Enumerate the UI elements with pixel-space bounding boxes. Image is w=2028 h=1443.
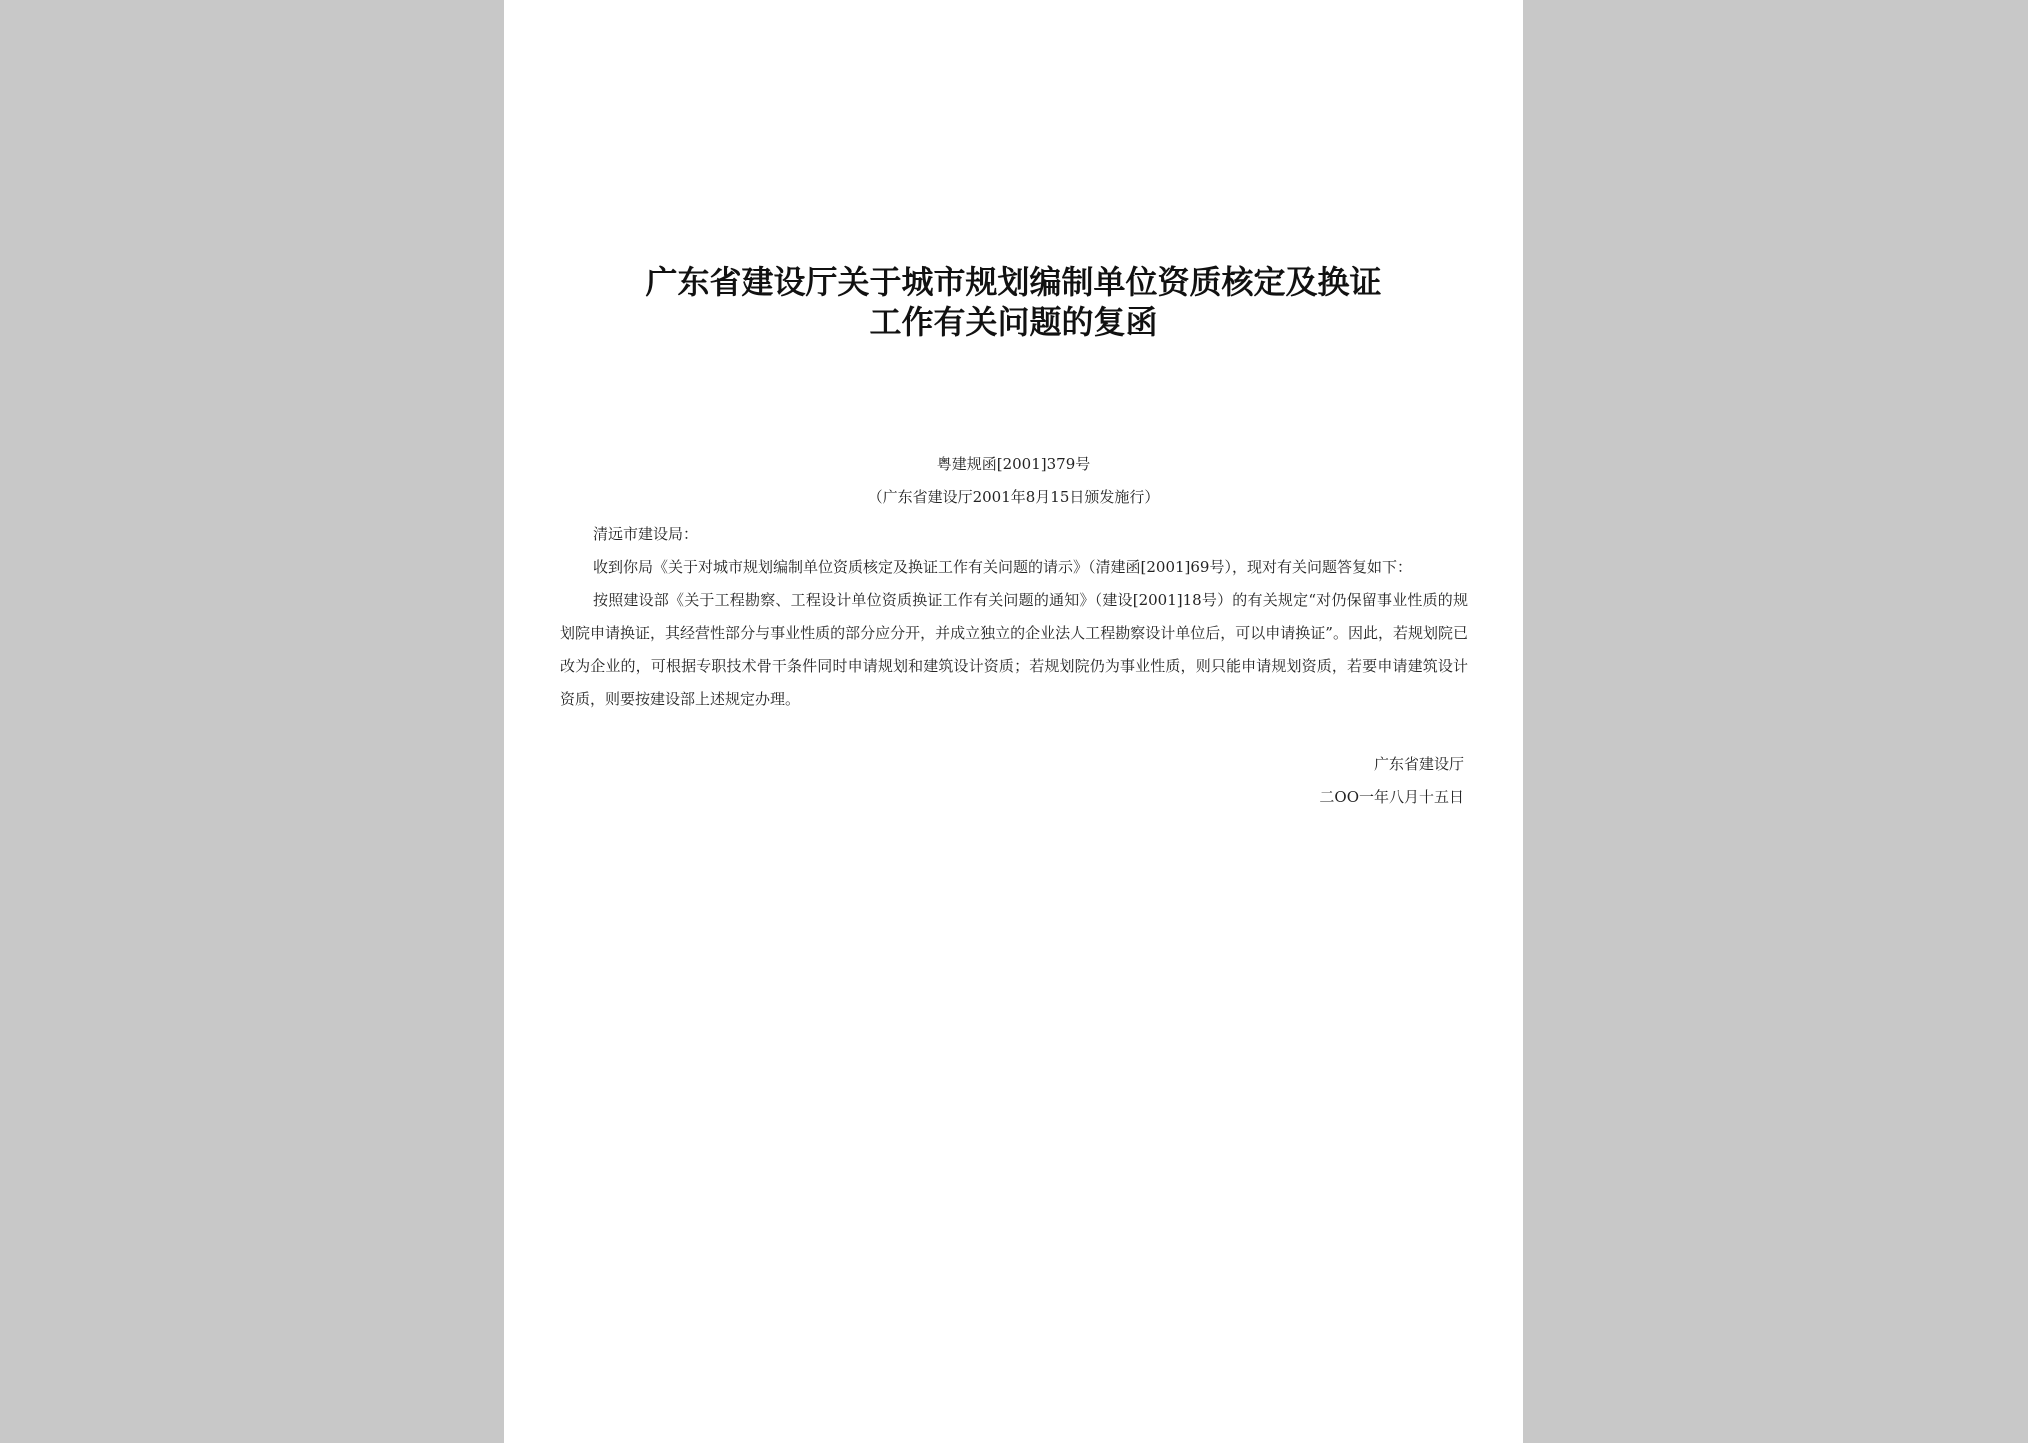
signatory: 广东省建设厅 xyxy=(1373,755,1464,773)
document-page xyxy=(504,0,1523,1443)
paragraph-2: 按照建设部《关于工程勘察、工程设计单位资质换证工作有关问题的通知》（建设[2001]18号）的有关规定“对仍保留事业性质的规划院申请换证，其经营性部分与事业性质的部分应分开，并成立独立的企业法人工程勘察设计单位后，可以申请换证”。因此，若规划院已改为企业的，可根据专职技术骨干条件同时申请规划和建筑设计资质；若规划院仍为事业性质，则只能申请规划资质，若要申请建筑设计资质，则要按建设部上述规定办理。 xyxy=(560,591,1468,708)
title-line-2: 工作有关问题的复函 xyxy=(869,303,1158,341)
addressee: 清远市建设局： xyxy=(593,525,699,543)
issue-note: （广东省建设厅2001年8月15日颁发施行） xyxy=(867,488,1160,506)
signature-date: 二OO一年八月十五日 xyxy=(1319,788,1464,806)
document-title xyxy=(504,262,1523,342)
document-number: 粤建规函[2001]379号 xyxy=(936,455,1091,473)
document-body xyxy=(560,518,1468,716)
signature-block xyxy=(1319,748,1464,814)
paragraph-1: 收到你局《关于对城市规划编制单位资质核定及换证工作有关问题的请示》（清建函[2001]69号），现对有关问题答复如下： xyxy=(593,558,1412,576)
title-line-1: 广东省建设厅关于城市规划编制单位资质核定及换证 xyxy=(645,263,1382,301)
